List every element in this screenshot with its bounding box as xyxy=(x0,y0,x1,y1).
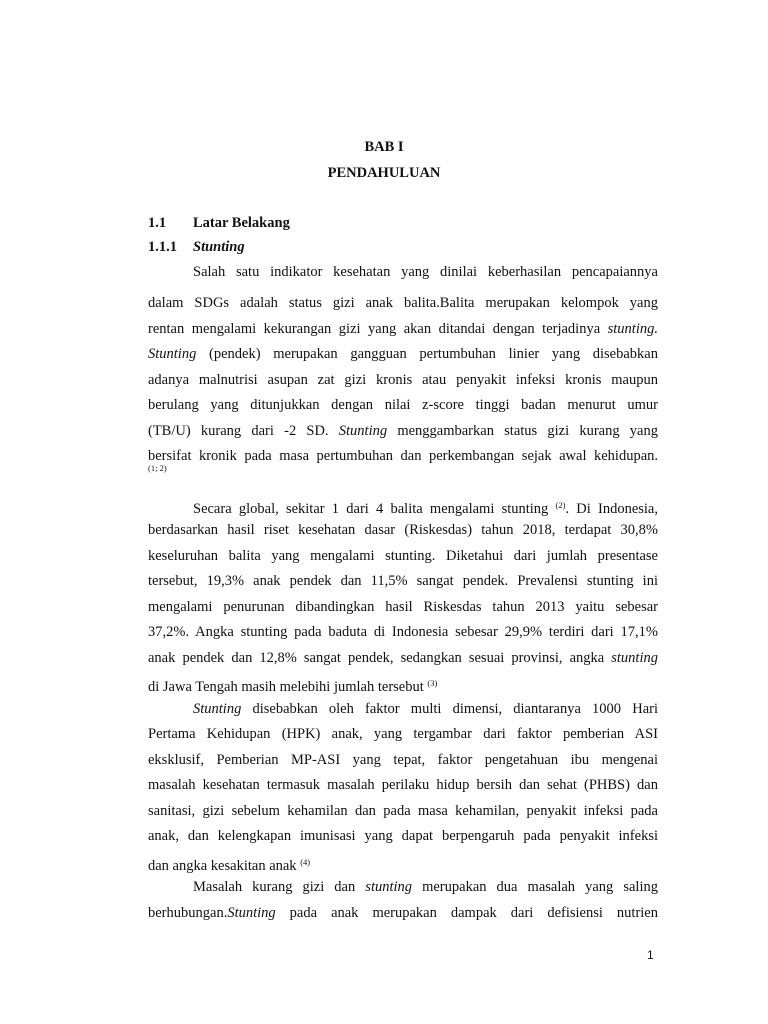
citation-reference: (1; 2) xyxy=(148,463,167,473)
text-segment: berulang yang ditunjukkan dengan nilai z-score tinggi badan menurut umur xyxy=(148,397,658,413)
chapter-title: PENDAHULUAN xyxy=(327,165,441,181)
text-line xyxy=(148,294,658,312)
text-segment: rentan mengalami kekurangan gizi yang akan ditandai dengan terjadinya xyxy=(148,321,608,337)
text-line xyxy=(148,447,658,465)
text-line xyxy=(148,827,658,845)
text-line xyxy=(148,623,658,641)
text-line xyxy=(148,802,658,820)
text-line xyxy=(148,572,658,590)
italic-term: stunting xyxy=(365,879,413,895)
text-segment: menggambarkan status gizi kurang yang xyxy=(387,423,658,439)
italic-term: stunting xyxy=(611,650,658,666)
text-line xyxy=(193,700,658,718)
text-segment: Salah satu indikator kesehatan yang dinilai keberhasilan pencapaiannya xyxy=(193,264,658,280)
text-segment: adanya malnutrisi asupan zat gizi kronis atau penyakit infeksi kronis maupun xyxy=(148,372,658,388)
text-segment: berhubungan. xyxy=(148,905,228,921)
citation-marker: (4) xyxy=(300,857,311,867)
text-segment: sanitasi, gizi sebelum kehamilan dan pada masa kehamilan, penyakit infeksi pada xyxy=(148,803,658,819)
text-segment: disebabkan oleh faktor multi dimensi, diantaranya 1000 Hari xyxy=(241,701,658,717)
text-line xyxy=(148,396,658,414)
text-segment: anak, dan kelengkapan imunisasi yang dapat berpengaruh pada penyakit infeksi xyxy=(148,828,658,844)
text-line xyxy=(148,904,658,922)
text-line xyxy=(148,598,658,616)
subsection-title: Stunting xyxy=(193,239,245,255)
section-title: Latar Belakang xyxy=(193,215,290,231)
text-line xyxy=(193,496,658,517)
text-line xyxy=(148,674,658,695)
text-segment: Pertama Kehidupan (HPK) anak, yang tergambar dari faktor pemberian ASI xyxy=(148,726,658,742)
text-line xyxy=(148,725,658,743)
subsection-number: 1.1.1 xyxy=(148,239,177,255)
text-segment: (pendek) merupakan gangguan pertumbuhan linier yang disebabkan xyxy=(196,346,658,362)
text-line xyxy=(148,751,658,769)
text-segment: dan angka kesakitan anak xyxy=(148,858,301,874)
citation-marker: (3) xyxy=(427,678,438,688)
text-segment: anak pendek dan 12,8% sangat pendek, sedangkan sesuai provinsi, angka xyxy=(148,650,612,666)
page-number: 1 xyxy=(647,948,654,962)
text-line xyxy=(148,853,658,874)
text-segment: . Di Indonesia, xyxy=(565,501,658,517)
text-segment: eksklusif, Pemberian MP-ASI yang tepat, faktor pengetahuan ibu mengenai xyxy=(148,752,658,768)
text-segment: tersebut, 19,3% anak pendek dan 11,5% sangat pendek. Prevalensi stunting ini xyxy=(148,573,658,589)
citation-marker: (2) xyxy=(555,500,566,510)
italic-term: Stunting xyxy=(193,701,242,717)
text-line xyxy=(148,371,658,389)
italic-term: Stunting xyxy=(148,346,197,362)
text-segment: dalam SDGs adalah status gizi anak balita.Balita merupakan kelompok yang xyxy=(148,295,658,311)
text-line xyxy=(148,547,658,565)
subsection-heading xyxy=(148,238,245,256)
section-heading xyxy=(148,214,290,232)
text-segment: masalah kesehatan termasuk masalah perilaku hidup bersih dan sehat (PHBS) dan xyxy=(148,777,658,793)
text-line xyxy=(148,422,658,440)
text-segment: bersifat kronik pada masa pertumbuhan dan perkembangan sejak awal kehidupan. xyxy=(148,448,658,464)
italic-term: stunting. xyxy=(607,321,658,337)
text-segment: 37,2%. Angka stunting pada baduta di Indonesia sebesar 29,9% terdiri dari 17,1% xyxy=(148,624,658,640)
text-segment: pada anak merupakan dampak dari defisiensi nutrien xyxy=(275,905,658,921)
chapter-label: BAB I xyxy=(364,139,404,155)
text-line xyxy=(148,521,658,539)
text-segment: di Jawa Tengah masih melebihi jumlah tersebut xyxy=(148,679,428,695)
italic-term: Stunting xyxy=(227,905,276,921)
text-segment: mengalami penurunan dibandingkan hasil Riskesdas tahun 2013 yaitu sebesar xyxy=(148,599,658,615)
text-segment: Secara global, sekitar 1 dari 4 balita mengalami stunting xyxy=(193,501,556,517)
section-number: 1.1 xyxy=(148,215,167,231)
text-line xyxy=(193,878,658,896)
text-line xyxy=(148,320,658,338)
text-line xyxy=(148,776,658,794)
text-line xyxy=(148,649,658,667)
text-segment: Masalah kurang gizi dan xyxy=(193,879,366,895)
text-segment: keseluruhan balita yang mengalami stunting. Diketahui dari jumlah presentase xyxy=(148,548,658,564)
text-line xyxy=(193,263,658,281)
text-line xyxy=(148,345,658,363)
italic-term: Stunting xyxy=(338,423,388,439)
text-segment: merupakan dua masalah yang saling xyxy=(412,879,658,895)
text-segment: (TB/U) kurang dari -2 SD. xyxy=(148,423,339,439)
text-segment: berdasarkan hasil riset kesehatan dasar (Riskesdas) tahun 2018, terdapat 30,8% xyxy=(148,522,658,538)
